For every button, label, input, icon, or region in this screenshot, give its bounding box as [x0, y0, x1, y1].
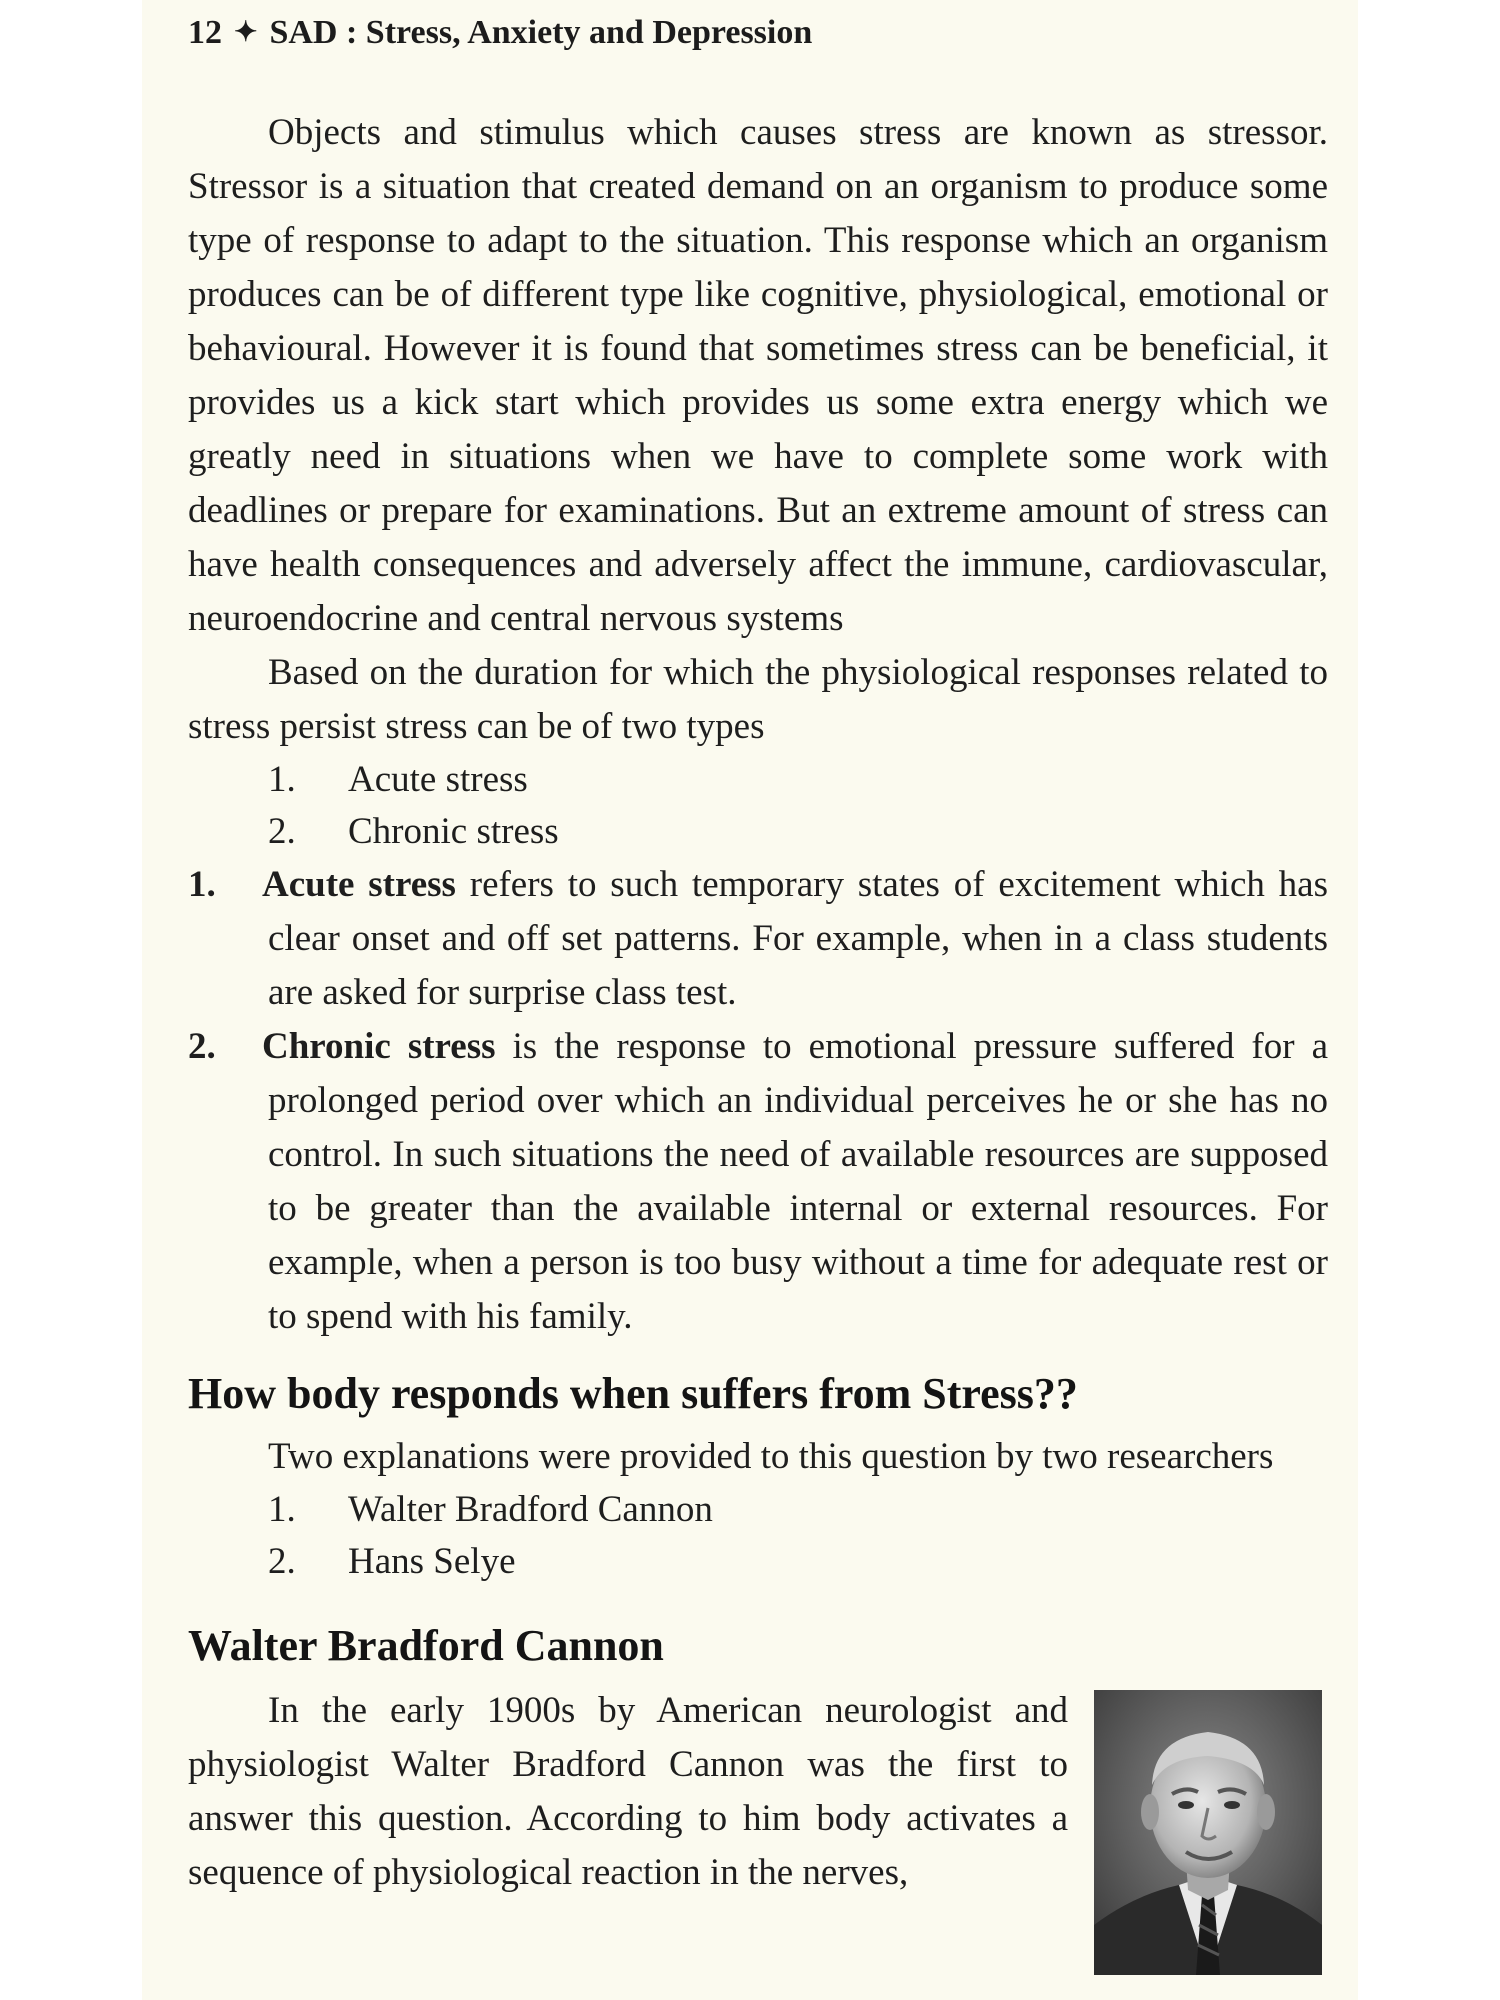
list-item [188, 754, 1328, 806]
researcher-name: Walter Bradford Cannon [348, 1489, 713, 1530]
list-item-label: Acute stress [348, 759, 528, 800]
page-body [188, 106, 1328, 1900]
researcher-name: Hans Selye [348, 1541, 516, 1582]
list-item [188, 1536, 1328, 1588]
definition-term: Acute stress [262, 864, 456, 905]
response-paragraph: Two explanations were provided to this question by two researchers [268, 1436, 1274, 1477]
list-item-number: 2. [268, 1541, 296, 1582]
section-heading-cannon: Walter Bradford Cannon [188, 1621, 664, 1670]
definition-number: 2. [188, 1026, 216, 1067]
page-number: 12 [188, 14, 222, 51]
portrait-photo [1094, 1690, 1322, 1975]
book-title: SAD : Stress, Anxiety and Depression [269, 14, 813, 51]
book-page [142, 0, 1358, 2000]
duration-paragraph: Based on the duration for which the physiological responses related to stress persist stress can be of two types [188, 652, 1328, 747]
section-heading-response: How body responds when suffers from Stress?? [188, 1369, 1078, 1418]
portrait-image [1094, 1690, 1322, 1975]
list-item-label: Chronic stress [348, 811, 559, 852]
list-item-number: 1. [268, 759, 296, 800]
list-item [188, 1484, 1328, 1536]
list-item [188, 806, 1328, 858]
definitions-list [188, 858, 1328, 1344]
definition-term: Chronic stress [262, 1026, 496, 1067]
list-item-number: 1. [268, 1489, 296, 1530]
intro-paragraph: Objects and stimulus which causes stress are known as stressor. Stressor is a situation that created demand on an organism to produce some type of response to adapt to the situation. This response which an organism produces can be of different type like cognitive, physiological, emotional or behavioural. However it is found that sometimes stress can be beneficial, it provides us a kick start which provides us some extra energy which we greatly need in situations when we have to complete some work with deadlines or prepare for examinations. But an extreme amount of stress can have health consequences and adversely affect the immune, cardiovascular, neuroendocrine and central nervous systems [188, 112, 1328, 639]
definition-text: refers to such temporary states of excitement which has clear onset and off set patterns. For example, when in a class students are asked for surprise class test. [268, 864, 1328, 1013]
definition-text: is the response to emotional pressure suffered for a prolonged period over which an individual perceives he or she has no control. In such situations the need of available resources are supposed to be greater than the available internal or external resources. For example, when a person is too busy without a time for adequate rest or to spend with his family. [268, 1026, 1328, 1337]
definition-acute [188, 858, 1328, 1020]
cannon-paragraph: In the early 1900s by American neurologist and physiologist Walter Bradford Cannon was the first to answer this question. According to him body activates a sequence of physiological reaction in the nerves, [188, 1690, 1068, 1893]
list-item-number: 2. [268, 811, 296, 852]
definition-number: 1. [188, 864, 216, 905]
definition-chronic [188, 1020, 1328, 1344]
stress-types-list [188, 754, 1328, 858]
researchers-list [188, 1484, 1328, 1588]
running-header [188, 14, 812, 52]
header-separator-icon: ✦ [234, 17, 258, 48]
